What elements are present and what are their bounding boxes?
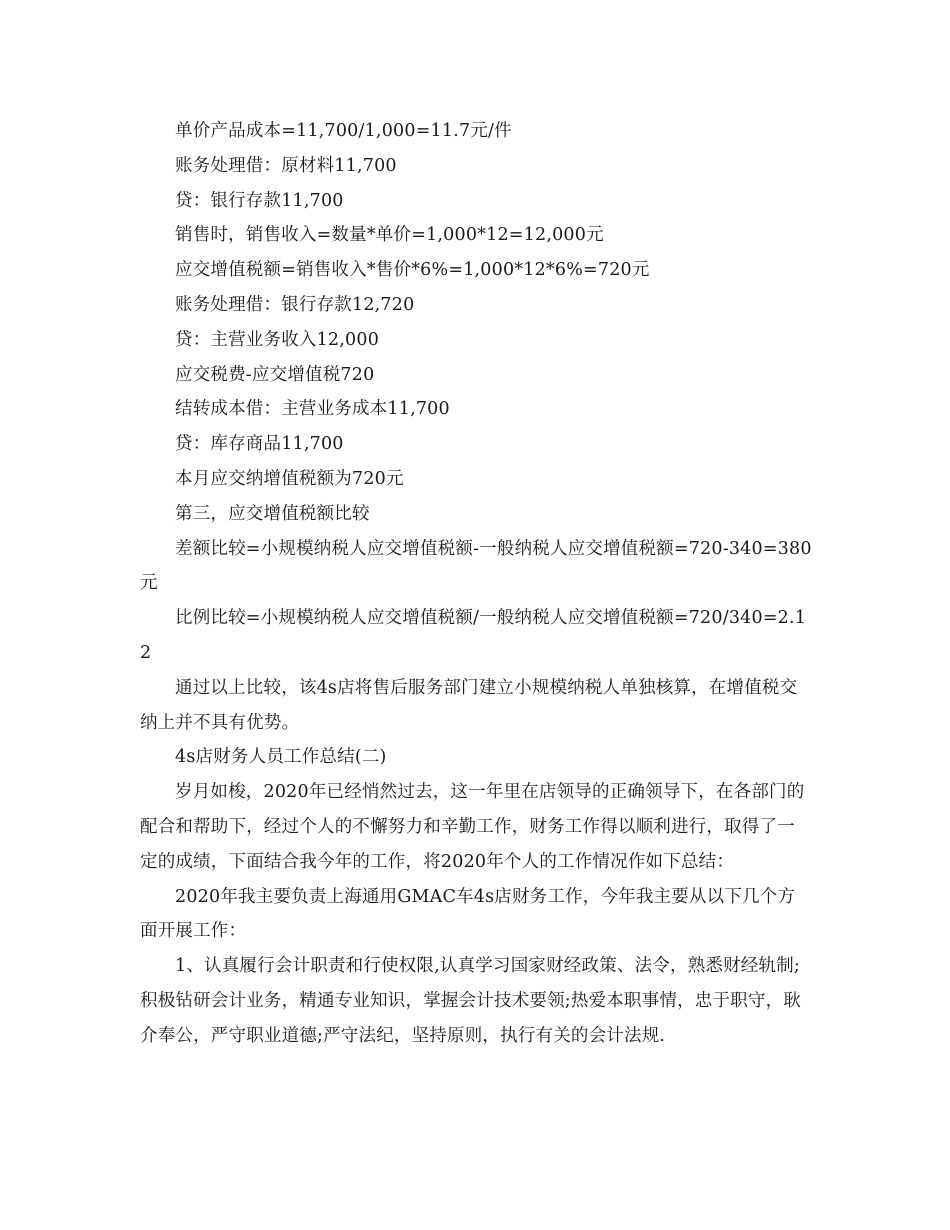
paragraph-entry-tax-payable: 应交税费-应交增值税720 (175, 364, 375, 385)
paragraph-entry-credit-bank: 贷：银行存款11,700 (175, 190, 344, 211)
document-body (140, 114, 812, 1054)
paragraph-entry-credit-revenue: 贷：主营业务收入12,000 (175, 329, 380, 350)
paragraph-section-three: 第三，应交增值税额比较 (175, 503, 370, 524)
paragraph-conclusion: 通过以上比较，该4s店将售后服务部门建立小规模纳税人单独核算，在增值税交纳上并不具有优势。 (140, 677, 798, 733)
paragraph-vat-payable: 应交增值税额=销售收入*售价*6%=1,000*12*6%=720元 (175, 260, 650, 281)
paragraph-unit-cost: 单价产品成本=11,700/1,000=11.7元/件 (175, 121, 512, 141)
paragraph-year-review: 岁月如梭，2020年已经悄然过去，这一年里在店领导的正确领导下，在各部门的配合和帮助下，经过个人的不懈努力和辛勤工作，财务工作得以顺利进行，取得了一定的成绩，下面结合我今年的工作，将2020年个人的工作情况作如下总结： (140, 782, 805, 872)
section-heading: 4s店财务人员工作总结(二) (175, 747, 387, 768)
paragraph-difference-comparison: 差额比较=小规模纳税人应交增值税额-一般纳税人应交增值税额=720-340=380元 (140, 538, 812, 594)
paragraph-sales-revenue: 销售时，销售收入=数量*单价=1,000*12=12,000元 (175, 225, 604, 246)
paragraph-responsibility: 2020年我主要负责上海通用GMAC车4s店财务工作，今年我主要从以下几个方面开展工作： (140, 886, 796, 942)
paragraph-entry-debit-bank: 账务处理借：银行存款12,720 (175, 294, 415, 315)
paragraph-ratio-comparison: 比例比较=小规模纳税人应交增值税额/一般纳税人应交增值税额=720/340=2.12 (140, 608, 807, 663)
paragraph-entry-cost-transfer: 结转成本借：主营业务成本11,700 (175, 399, 450, 420)
paragraph-entry-credit-inventory: 贷：库存商品11,700 (175, 434, 344, 455)
paragraph-entry-debit-materials: 账务处理借：原材料11,700 (175, 155, 397, 176)
paragraph-item-one: 1、认真履行会计职责和行使权限,认真学习国家财经政策、法令，熟悉财经轨制;积极钻研会计业务，精通专业知识，掌握会计技术要领;热爱本职事情，忠于职守，耿介奉公，严守职业道德;严守法纪，坚持原则，执行有关的会计法规. (140, 956, 801, 1046)
paragraph-monthly-vat: 本月应交纳增值税额为720元 (175, 468, 404, 489)
